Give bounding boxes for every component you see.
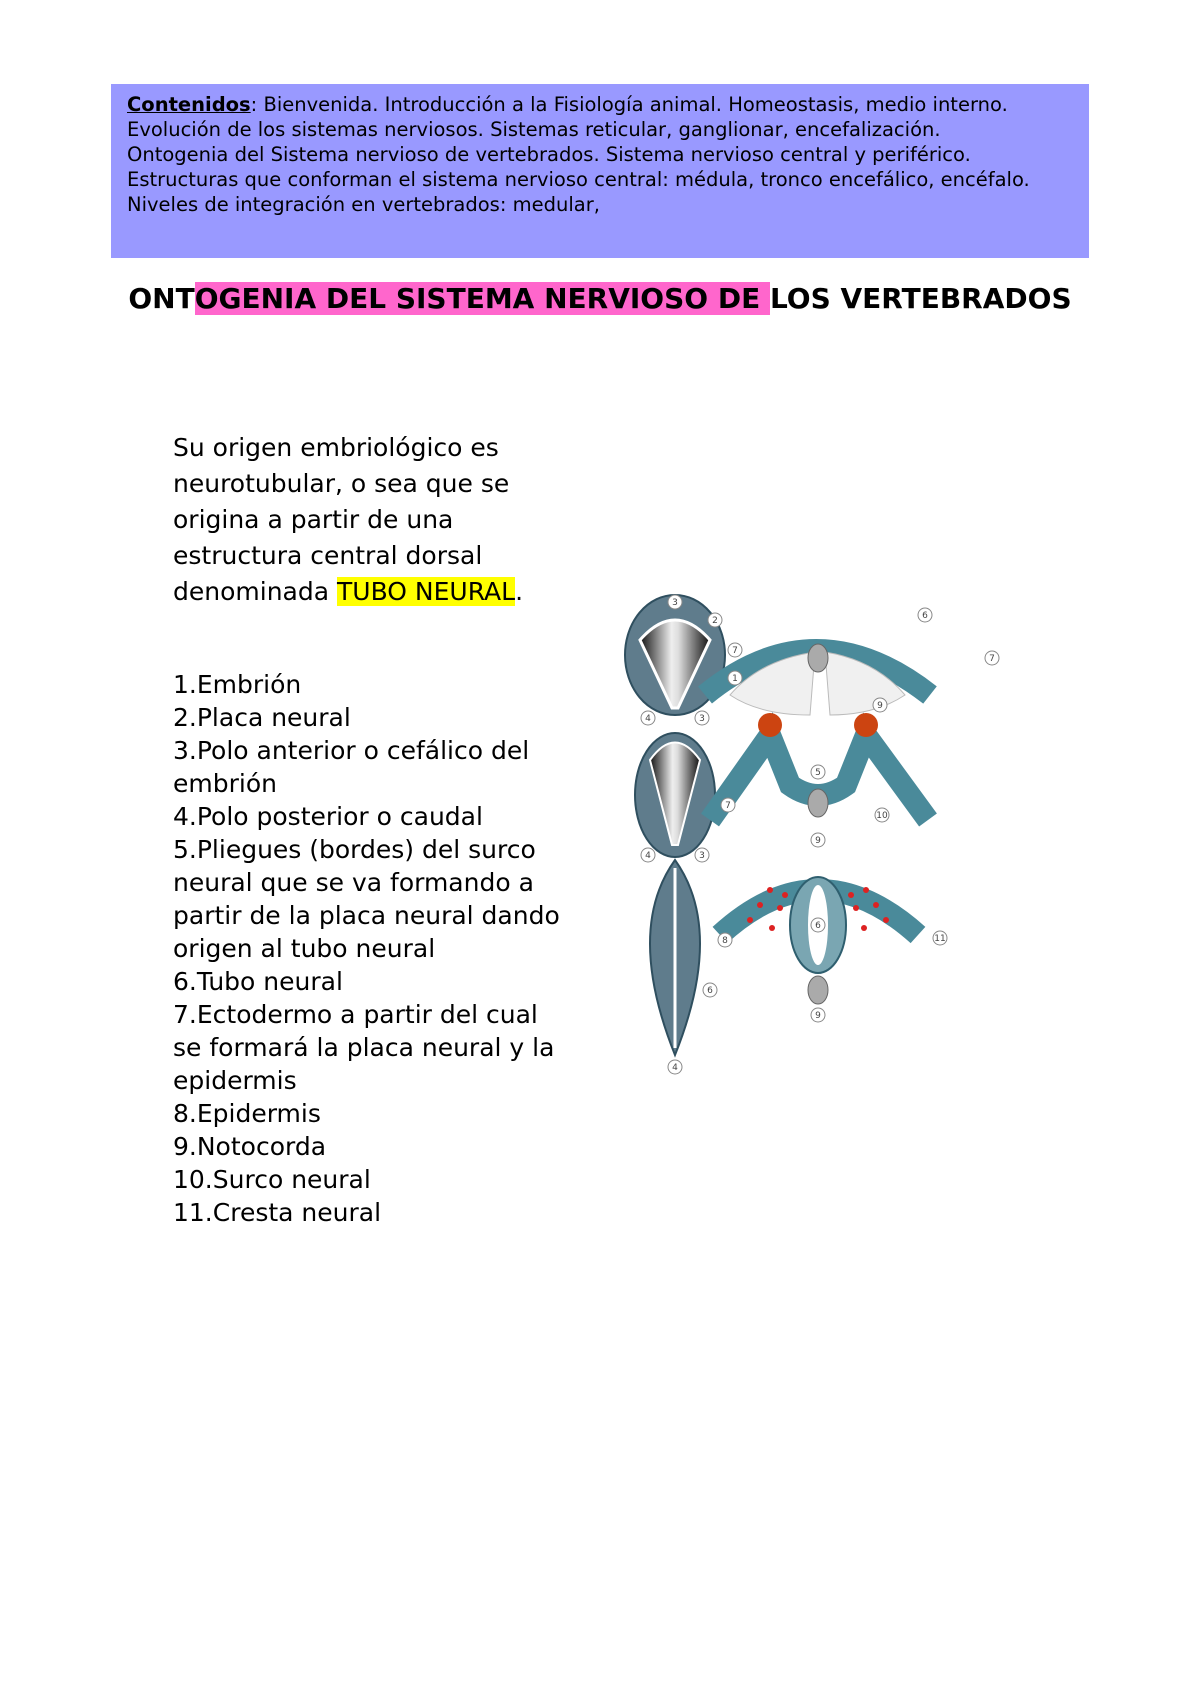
callout: [641, 711, 655, 725]
svg-text:6: 6: [922, 611, 928, 621]
contents-line-3: Ontogenia del Sistema nervioso de vertebrados. Sistema nervioso central y periférico. Estructuras que conforman el sistema nervioso central: médula, tronco encefálico, encéfalo. Niveles de integración en vertebrados: medular,: [127, 143, 1030, 216]
svg-text:9: 9: [815, 1011, 821, 1021]
cross-section-3: [720, 877, 918, 1004]
svg-text:7: 7: [725, 801, 731, 811]
page-title: [111, 278, 1089, 320]
list-item: 8.Epidermis: [173, 1099, 321, 1128]
svg-text:7: 7: [732, 646, 738, 656]
callout: [811, 833, 825, 847]
svg-text:6: 6: [815, 921, 821, 931]
contents-label: Contenidos: [127, 93, 251, 116]
svg-text:4: 4: [645, 851, 651, 861]
callout: [873, 698, 887, 712]
callout: [708, 613, 722, 627]
contents-line-2: Evolución de los sistemas nerviosos. Sistemas reticular, ganglionar, encefalización.: [127, 118, 941, 141]
svg-text:10: 10: [876, 811, 888, 821]
title-part-1: ONT: [128, 282, 195, 315]
list-item: 7.Ectodermo a partir del cual se formará la placa neural y la epidermis: [173, 1000, 555, 1095]
title-highlight: OGENIA DEL SISTEMA NERVIOSO DE: [194, 282, 770, 315]
list-item: 6.Tubo neural: [173, 967, 343, 996]
callout: [695, 711, 709, 725]
svg-text:3: 3: [699, 851, 705, 861]
intro-highlight: TUBO NEURAL: [337, 577, 516, 606]
callout: [875, 808, 889, 822]
title-part-3: LOS VERTEBRADOS: [769, 282, 1072, 315]
svg-text:2: 2: [712, 616, 718, 626]
callout: [728, 643, 742, 657]
svg-text:4: 4: [672, 1063, 678, 1073]
callout: [668, 1060, 682, 1074]
callout: [721, 798, 735, 812]
contents-box: [111, 84, 1089, 258]
svg-text:3: 3: [672, 598, 678, 608]
list-item: 10.Surco neural: [173, 1165, 371, 1194]
svg-text:4: 4: [645, 714, 651, 724]
list-item: 3.Polo anterior o cefálico del embrión: [173, 736, 530, 798]
callout: [811, 765, 825, 779]
svg-text:6: 6: [707, 986, 713, 996]
svg-text:5: 5: [815, 768, 821, 778]
neural-tube-diagram: [620, 590, 1020, 1100]
intro-paragraph: [173, 430, 573, 610]
list-item: 4.Polo posterior o caudal: [173, 802, 483, 831]
contents-line-1: : Bienvenida. Introducción a la Fisiología animal. Homeostasis, medio interno.: [250, 93, 1008, 116]
intro-text: Su origen embriológico es neurotubular, o sea que se origina a partir de una estructura central dorsal denominada: [173, 433, 510, 606]
svg-text:3: 3: [699, 714, 705, 724]
svg-text:11: 11: [934, 934, 946, 944]
callout: [703, 983, 717, 997]
embryo-stage-3: [650, 860, 700, 1055]
callout: [985, 651, 999, 665]
callout: [811, 918, 825, 932]
list-item: 5.Pliegues (bordes) del surco neural que se va formando a partir de la placa neural dando origen al tubo neural: [173, 835, 560, 963]
embryo-stage-2: [635, 733, 715, 857]
callout: [668, 595, 682, 609]
legend-list: [173, 668, 573, 1229]
svg-text:9: 9: [877, 701, 883, 711]
list-item: 9.Notocorda: [173, 1132, 327, 1161]
callout: [641, 848, 655, 862]
callout: [933, 931, 947, 945]
list-item: 2.Placa neural: [173, 703, 351, 732]
callout: [811, 1008, 825, 1022]
svg-text:8: 8: [722, 936, 728, 946]
svg-text:7: 7: [989, 654, 995, 664]
list-item: 1.Embrión: [173, 670, 302, 699]
callout: [918, 608, 932, 622]
svg-text:1: 1: [732, 674, 738, 684]
intro-end: .: [515, 577, 524, 606]
callout: [718, 933, 732, 947]
callout: [695, 848, 709, 862]
list-item: 11.Cresta neural: [173, 1198, 382, 1227]
callout: [728, 671, 742, 685]
svg-text:9: 9: [815, 836, 821, 846]
